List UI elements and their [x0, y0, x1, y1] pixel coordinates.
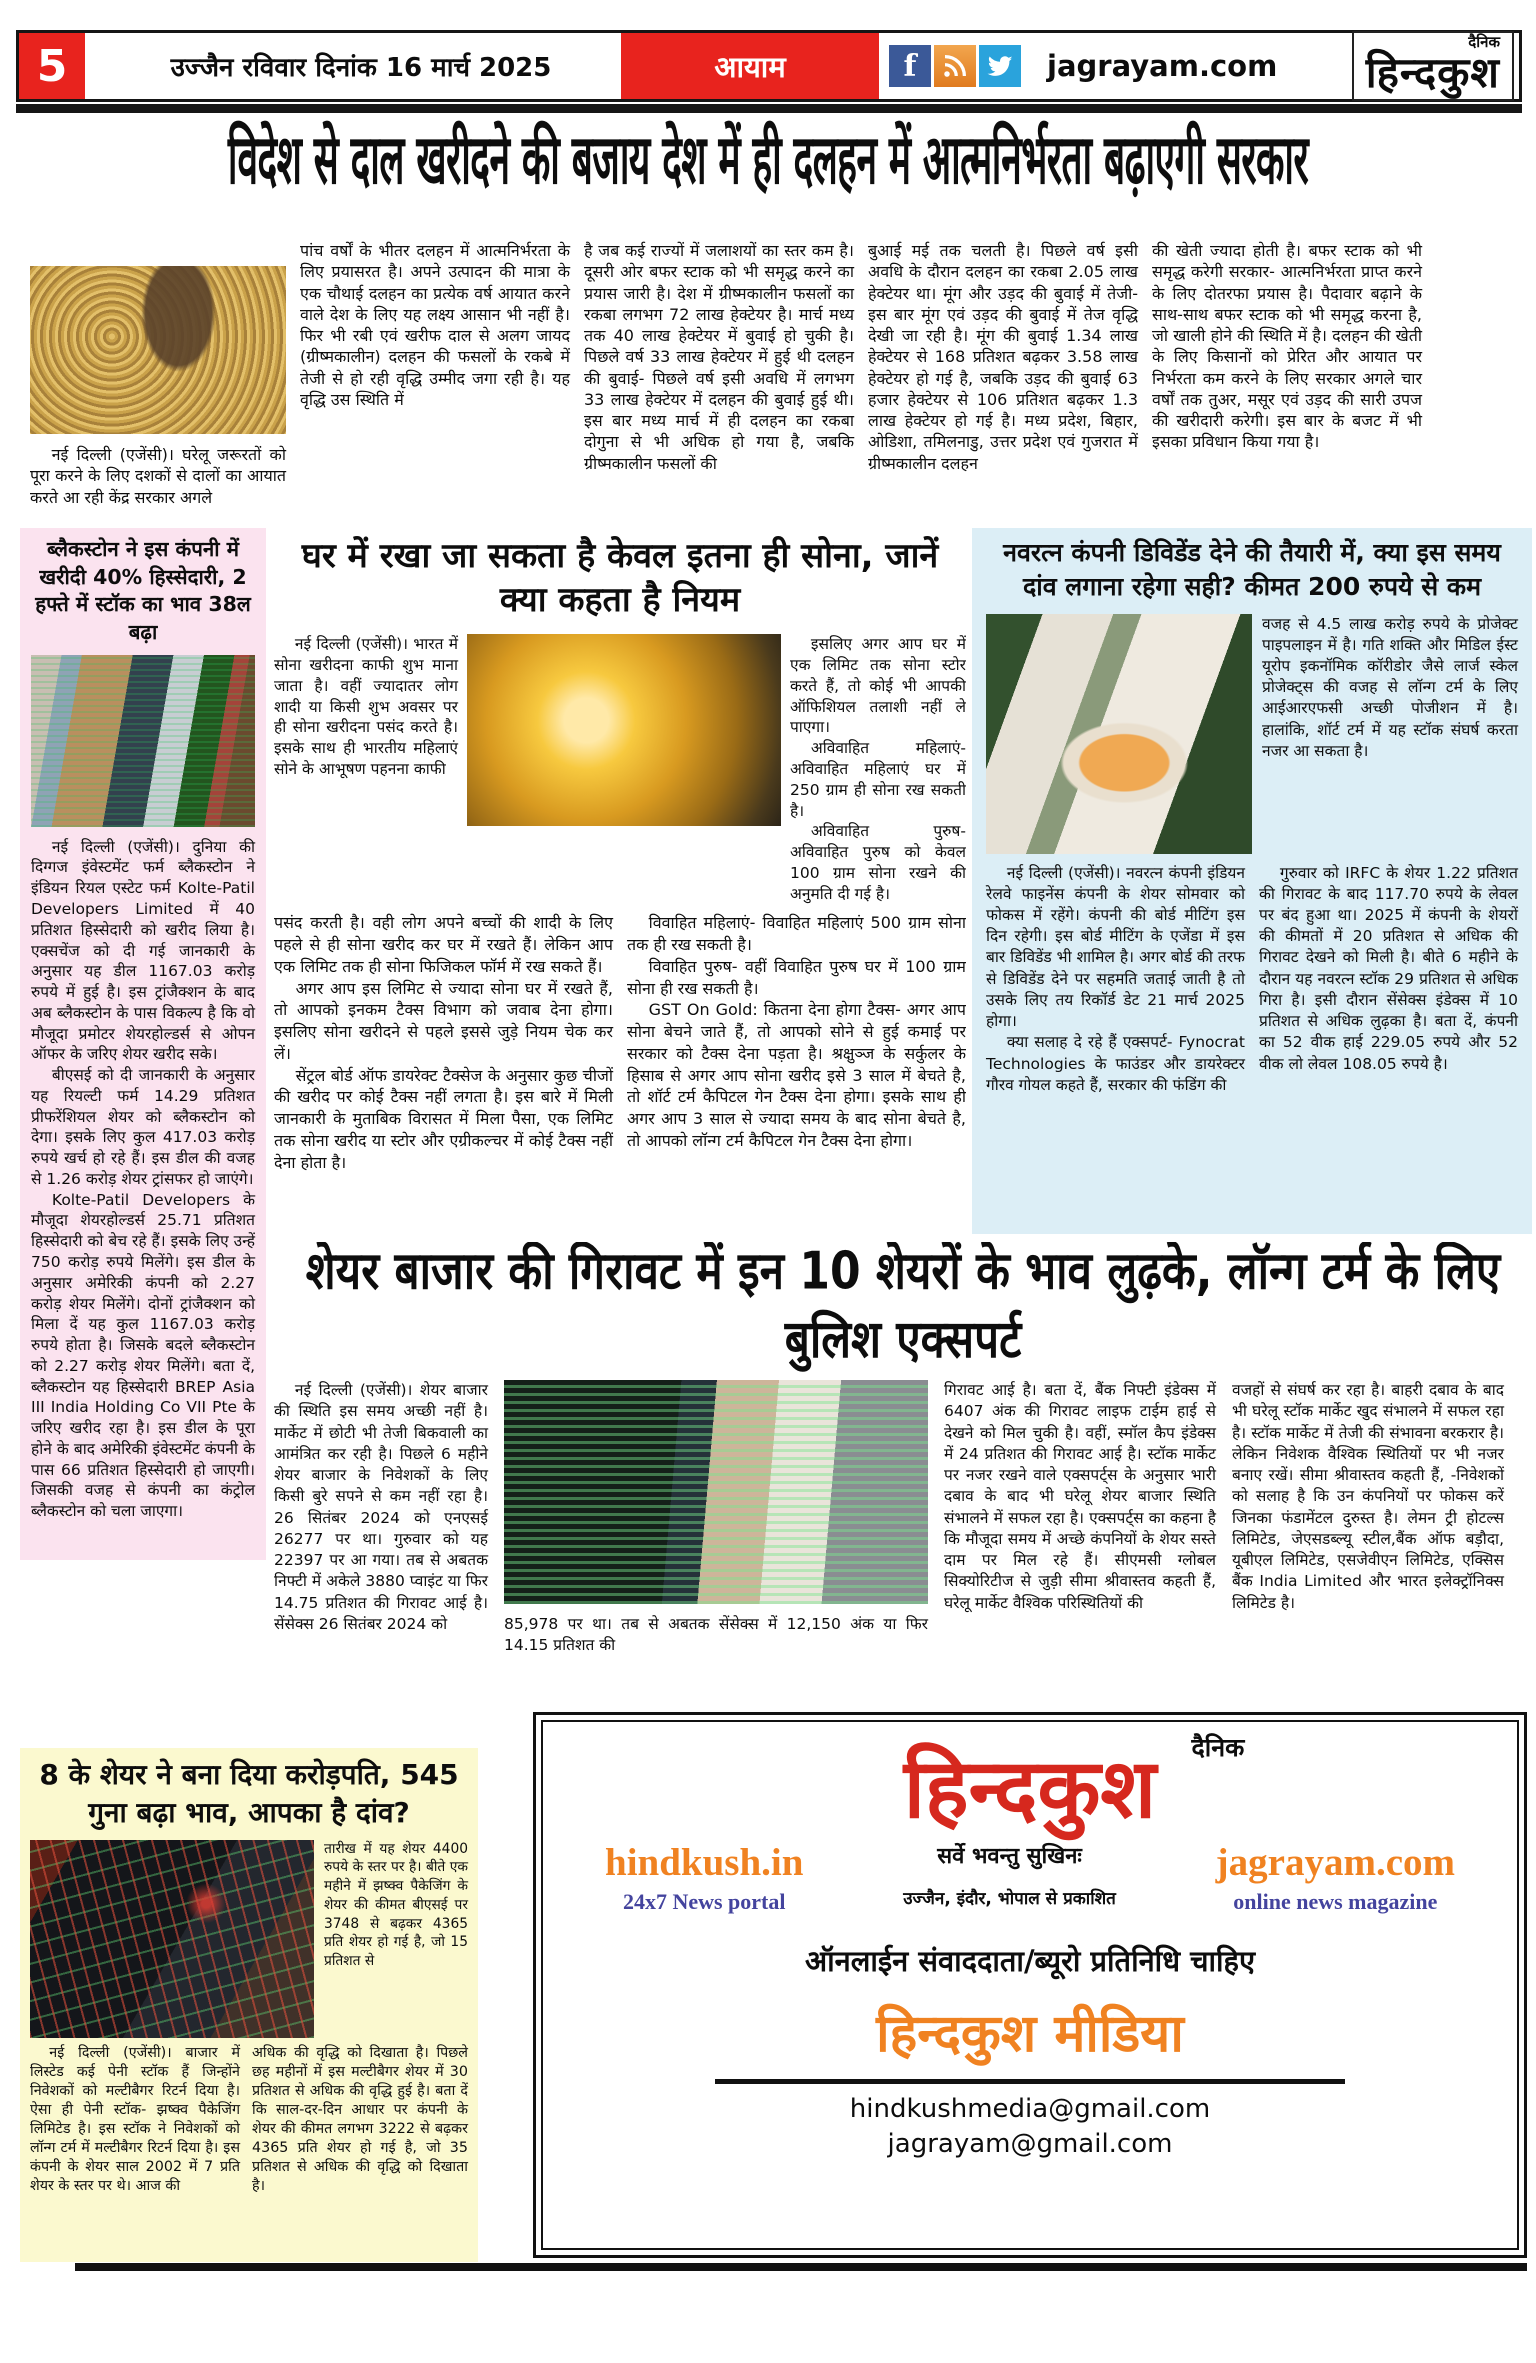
hindkush-media-ad — [533, 1712, 1527, 2258]
brokers-watching-screen-photo — [504, 1380, 928, 1604]
page-bottom-rule — [75, 2263, 1527, 2271]
rss-icon — [934, 45, 976, 87]
article-irfc-col-top-right: वजह से 4.5 लाख करोड़ रुपये के प्रोजेक्ट पाइपलाइन में है। गति शक्ति और मिडिल ईस्ट यूरोप इकनॉमिक कॉरीडोर जैसे लार्ज स्केल प्रोजेक्ट्स की वजह से लॉन्ग टर्म के लिए आईआरएफसी अच्छी पोजीशन में है। हालांकि, शॉर्ट टर्म में यह स्टॉक संघर्ष करता नजर आ सकता है। — [1262, 614, 1518, 760]
article-market-col-1: नई दिल्ली (एजेंसी)। शेयर बाजार की स्थिति इस समय अच्छी नहीं है। मार्केट में छोटी भी तेजी बिकवाली का आमंत्रित कर रही है। पिछले 6 महीने शेयर बाजार के निवेशकों के लिए किसी बुरे सपने से कम नहीं रहा है। 26 सितंबर 2024 को एनएसई 26277 पर था। गुरुवार को यह 22397 पर आ गया। तब से अबतक निफ्टी में अकेले 3880 प्वाइंट या फिर 14.75 प्रतिशत की गिरावट आई है। सेंसेक्स 26 सितंबर 2024 को — [274, 1381, 488, 1633]
dateline: उज्जैन रविवार दिनांक 16 मार्च 2025 — [170, 53, 552, 83]
ad-published-from: उज्जैन, इंदौर, भोपाल से प्रकाशित — [903, 1889, 1116, 1909]
section-label: आयाम — [621, 33, 879, 99]
ad-media-title: हिन्दकुश मीडिया — [876, 2004, 1184, 2064]
ad-daily-label: दैनिक — [1191, 1733, 1245, 1762]
article-gold-left-body-2: अगर आप इस लिमिट से ज्यादा सोना घर में रखते हैं, तो आपको इनकम टैक्स विभाग को जवाब देना होगा। इसलिए सोना खरीदने से पहले इससे जुड़े नियम चेक कर लें। — [274, 978, 613, 1063]
masthead-bar — [16, 30, 1522, 102]
article-pulses-col-4: की खेती ज्यादा होती है। बफर स्टाक को भी समृद्ध करेगी सरकार- आत्मनिर्भरता प्राप्त करने के लिए दोतरफा प्रयास है। पैदावार बढ़ाने के साथ-साथ बफर स्टाक को भी समृद्ध करना है, जो खाली होने की स्थिति में है। दलहन की खेती के लिए किसानों को प्रेरित और आयात पर निर्भरता कम करने के लिए सरकार अगले चार वर्षों तक तुअर, मसूर एवं उड़द की सारी उपज की खरीदारी करेगी। इस बार के बजट में भी इसका प्रविधान किया गया है। — [1152, 241, 1422, 452]
ad-hindkush-logo: हिन्दकुश — [903, 1741, 1157, 1837]
article-gold-right-body-2: विवाहित पुरुष- वहीं विवाहित पुरुष घर में 100 ग्राम सोना ही रख सकती है। — [627, 956, 966, 998]
article-gold-right-2: अविवाहित महिलाएं- अविवाहित महिलाएं घर में 250 ग्राम ही सोना रख सकती है। — [790, 739, 966, 820]
currency-notes-photo — [986, 614, 1252, 854]
ad-jagrayam-tagline: online news magazine — [1233, 1889, 1438, 1914]
article-gold-right-body-3: GST On Gold: कितना देना होगा टैक्स- अगर आप सोना बेचने जाते हैं, तो आपको सोने से हुई कमाई पर सरकार को टैक्स देना पड़ता है। श्रक्षुञ्ज के सर्कुलर के हिसाब से अगर आप सोना खरीद इसे 3 साल में बेचते है, तो शॉर्ट टर्म कैपिटल गेन टैक्स देना होगा। इसके साथ ही अगर आप 3 साल से ज्यादा समय के बाद सोना बेचते है, तो आपको लॉन्ग टर्म कैपिटल गेन टैक्स देना होगा। — [627, 1000, 966, 1150]
article-blackstone-para-1: नई दिल्ली (एजेंसी)। दुनिया की दिग्गज इंवेस्टमेंट फर्म ब्लैकस्टोन ने इंडियन रियल एस्टेट फर्म Kolte-Patil Developers Limited में 40 प्रतिशत हिस्सेदारी को खरीद लिया है। एक्सचेंज को दी गई जानकारी के अनुसार यह डील 1167.03 करोड़ रुपये में हुई है। इस ट्रांजैक्शन के बाद अब ब्लैकस्टोन के पास विकल्प है कि वो मौजूदा प्रमोटर शेयरहोल्डर्स से ओपन ऑफर के जरिए शेयर खरीद सके। — [31, 837, 255, 1064]
laptop-trading-chart-photo — [30, 1840, 314, 2038]
ad-emails — [543, 2092, 1517, 2162]
article-gold-right-3: अविवाहित पुरुष- अविवाहित पुरुष को केवल 100 ग्राम सोना रखने की अनुमति दी गई है। — [790, 822, 966, 903]
page-number: 5 — [19, 33, 85, 99]
ad-email-2: jagrayam@gmail.com — [887, 2129, 1173, 2160]
article-market-col-3: गिरावट आई है। बता दें, बैंक निफ्टी इंडेक्स में 6407 अंक की गिरावट लाइफ टाईम हाई से देखने को मिल चुकी है। वहीं, स्मॉल कैप इंडेक्स में 24 प्रतिशत की गिरावट आई है। स्टॉक मार्केट पर नजर रखने वाले एक्सपर्ट्स के अनुसार भारी दबाव के बाद भी घरेलू शेयर बाजार स्थिति संभालने में सफल रहा है। एक्सपर्ट्स का कहना है कि मौजूदा समय में अच्छे कंपनियों के शेयर सस्ते दाम पर मिल रहे हैं। सीएमसी ग्लोबल सिक्योरिटीज से जुड़ी सीमा श्रीवास्तव कहती हैं, घरेलू मार्केट वैश्विक परिस्थितियों की — [944, 1381, 1216, 1612]
article-gold-right-1: इसलिए अगर आप घर में एक लिमिट तक सोना स्टोर करते हैं, तो कोई भी आपकी ऑफिशियल तलाशी नहीं ले पाएगा। — [790, 635, 966, 737]
twitter-icon — [979, 45, 1021, 87]
article-gold-right-body-1: विवाहित महिलाएं- विवाहित महिलाएं 500 ग्राम सोना तक ही रख सकती है। — [627, 913, 966, 955]
gold-jewellery-photo — [467, 634, 781, 826]
article-pulses-col-2: है जब कई राज्यों में जलाशयों का स्तर कम है। दूसरी ओर बफर स्टाक को भी समृद्ध करने का प्रयास जारी है। देश में ग्रीष्मकालीन फसलों का रकबा लगभग 72 लाख हेक्टेयर है। मार्च मध्य तक 40 लाख हेक्टेयर में बुवाई हो चुकी है। पिछले वर्ष 33 लाख हेक्टेयर में हुई थी दलहन की बुवाई- पिछले वर्ष इसी अवधि में लगभग 33 लाख हेक्टेयर में दलहन की बुवाई हुई थी। इस बार मध्य मार्च में ही दलहन का रकबा दोगुना से भी अधिक हो गया है, जबकि ग्रीष्मकालीन फसलों की — [584, 241, 854, 473]
ad-hindkush-tagline: 24x7 News portal — [622, 1889, 786, 1914]
article-market-col-4: वजहों से संघर्ष कर रहा है। बाहरी दबाव के बाद भी घरेलू स्टॉक मार्केट खुद संभालने में सफल रहा है। स्टॉक मार्केट में तेजी की संभावना बरकरार है। लेकिन निवेशक वैश्विक स्थितियों पर भी नजर बनाए रखें। सीमा श्रीवास्तव कहती हैं, -निवेशकों को सलाह है कि उन कंपनियों पर फोकस करें जिनका फंडामेंटल दुरुस्त है। लेमन ट्री होटल्स लिमिटेड, जेएसडब्ल्यू स्टील,बैंक ऑफ बड़ौदा, यूबीएल लिमिटेड, एसजेवीएन लिमिटेड, एक्सिस बैंक India Limited और भारत इलेक्ट्रॉनिक्स लिमिटेड है। — [1232, 1381, 1504, 1612]
article-penny-stock — [20, 1748, 478, 2262]
masthead-title: हिन्दकुश — [1365, 47, 1500, 97]
facebook-icon: f — [889, 45, 931, 87]
article-pulses-col-3: बुआई मई तक चलती है। पिछले वर्ष इसी अवधि के दौरान दलहन का रकबा 2.05 लाख हेक्टेयर था। मूंग और उड़द की बुवाई में तेजी- इस बार मूंग एवं उड़द की बुवाई में तेज वृद्धि देखी जा रही है। मूंग की बुवाई 1.34 लाख हेक्टेयर से 168 प्रतिशत बढ़कर 3.58 लाख हेक्टेयर हो गई है, जबकि उड़द की बुवाई 63 हजार हेक्टेयर से 106 प्रतिशत बढ़कर 1.3 लाख हेक्टेयर हो गई है। मध्य प्रदेश, बिहार, ओडिशा, तमिलनाडु, उत्तर प्रदेश एवं गुजरात में ग्रीष्मकालीन दलहन — [868, 241, 1138, 473]
ad-right-cell — [1216, 1840, 1455, 1915]
ad-divider — [715, 2079, 1345, 2084]
article-pulses-col-1: पांच वर्षों के भीतर दलहन में आत्मनिर्भरता के लिए प्रयासरत है। अपने उत्पादन की मात्रा के एक चौथाई दलहन का प्रत्येक वर्ष आयात करने वाले देश के लिए यह लक्ष्य आसान भी नहीं है। फिर भी रबी एवं खरीफ दाल से अलग जायद (ग्रीष्मकालीन) दलहन की फसलों के रकबे में तेजी से हो रही वृद्धि उम्मीद जगा रही है। यह वृद्धि उस स्थिति में — [300, 241, 570, 409]
article-market-headline: शेयर बाजार की गिरावट में इन 10 शेयरों के भाव लुढ़के, लॉन्ग टर्म के लिए बुलिश एक्सपर्ट — [305, 1242, 1501, 1371]
article-irfc-col-right: गुरुवार को IRFC के शेयर 1.22 प्रतिशत की गिरावट के बाद 117.70 रुपये के लेवल पर बंद हुआ था। 2025 में कंपनी के शेयरों की कीमतों में 20 प्रतिशत से अधिक की गिरावट देखने को मिली है। बीते 6 महीने के दौरान यह नवरत्न स्टॉक 29 प्रतिशत से अधिक गिरा है। इसी दौरान सेंसेक्स इंडेक्स में 10 प्रतिशत से अधिक लुढ़का है। बता दें, कंपनी का 52 वीक हाई 229.05 रुपये और 52 वीक लो लेवल 108.05 रुपये है। — [1259, 863, 1518, 1073]
article-penny-headline: 8 के शेयर ने बना दिया करोड़पति, 545 गुना बढ़ा भाव, आपका है दांव? — [39, 1758, 459, 1829]
ad-jagrayam-site: jagrayam.com — [1215, 1841, 1455, 1884]
article-gold-left-body-1: पसंद करती है। वही लोग अपने बच्चों की शादी के लिए पहले से ही सोना खरीद कर घर में रखते हैं। लेकिन आप एक लिमिट तक ही सोना फिजिकल फॉर्म में रख सकते हैं। — [274, 913, 613, 976]
social-icons — [889, 45, 1021, 87]
ad-inner-frame — [541, 1720, 1519, 2250]
article-irfc — [972, 528, 1532, 1234]
dal-grains-photo — [30, 266, 286, 434]
article-irfc-col-left-1: नई दिल्ली (एजेंसी)। नवरत्न कंपनी इंडियन रेलवे फाइनेंस कंपनी के शेयर सोमवार को फोकस में रहेंगे। कंपनी की बोर्ड मीटिंग इस दिन रहेगी। इस बोर्ड मीटिंग के एजेंडा में इस बार डिविडेंड भी शामिल है। अगर बोर्ड की तरफ से डिविडेंड देने पर सहमति जताई जाती है तो उसके लिए तय रिकॉर्ड डेट 21 मार्च 2025 होगा। — [986, 863, 1245, 1031]
article-blackstone — [20, 528, 266, 1560]
lead-headline: विदेश से दाल खरीदने की बजाय देश में ही दलहन में आत्मनिर्भरता बढ़ाएगी सरकार — [227, 120, 1309, 200]
masthead-daily-label: दैनिक — [1468, 33, 1500, 52]
article-penny-col-b-top: तारीख में यह शेयर 4400 रुपये के स्तर पर है। बीते एक महीने में झष्क्व पैकेजिंग के शेयर की कीमत बीएसई पर 3748 से बढ़कर 4365 प्रति शेयर हो गई है, जो 15 प्रतिशत से — [324, 1840, 468, 1970]
website-url: jagrayam.com — [1047, 49, 1278, 83]
ad-motto: सर्वे भवन्तु सुखिनः — [937, 1844, 1082, 1869]
article-gold-intro: नई दिल्ली (एजेंसी)। भारत में सोना खरीदना काफी शुभ माना जाता है। वहीं ज्यादातर लोग शादी या किसी शुभ अवसर पर ही सोना खरीदना पसंद करते है। इसके साथ ही भारतीय महिलाएं सोने के आभूषण पहनना काफी — [274, 635, 458, 778]
article-gold-headline: घर में रखा जा सकता है केवल इतना ही सोना, जानें क्या कहता है नियम — [301, 536, 939, 621]
ad-vacancy-line: ऑनलाईन संवाददाता/ब्यूरो प्रतिनिधि चाहिए — [804, 1944, 1255, 1978]
article-pulses — [30, 240, 1434, 540]
article-penny-col-b-bottom: अधिक की वृद्धि को दिखाता है। पिछले छह महीनों में इस मल्टीबैगर शेयर में 30 प्रतिशत से अधिक की वृद्धि हुई है। बता दें कि साल-दर-दिन आधार पर कंपनी के शेयर की कीमत लगभग 3222 से बढ़कर 4365 प्रति शेयर हो गई है, जो 35 प्रतिशत से अधिक की वृद्धि को दिखाता है। — [252, 2044, 468, 2194]
stock-traders-photo — [31, 655, 255, 827]
article-irfc-headline: नवरत्न कंपनी डिविडेंड देने की तैयारी में, क्या इस समय दांव लगाना रहेगा सही? कीमत 200 रुपये से कम — [1003, 538, 1501, 601]
article-penny-col-a: नई दिल्ली (एजेंसी)। बाजार में लिस्टेड कई पेनी स्टॉक हैं जिन्होंने निवेशकों को मल्टीबैगर रिटर्न दिया है। ऐसा ही पेनी स्टॉक- झष्क्व पैकेजिंग लिमिटेड है। इस स्टॉक ने निवेशकों को लॉन्ग टर्म में मल्टीबैगर रिटर्न दिया है। इस कंपनी के शेयर साल 2002 में 7 प्रति शेयर के स्तर पर थे। आज की — [30, 2044, 240, 2194]
article-pulses-photo-column — [30, 240, 286, 540]
article-gold-left-body-3: सेंट्रल बोर्ड ऑफ डायरेक्ट टैक्सेज के अनुसार कुछ चीजों की खरीद पर कोई टैक्स नहीं लगता है। इस बारे में मिली जानकारी के मुताबिक विरासत में मिला पैसा, एक लिमिट तक सोना खरीद या स्टोर और एग्रीकल्चर में कोई टैक्स नहीं देना होता है। — [274, 1065, 613, 1172]
article-blackstone-para-2: बीएसई को दी जानकारी के अनुसार यह रियल्टी फर्म 14.29 प्रतिशत प्रीफरेंशियल शेयर को ब्लैकस्टोन को देगा। इसके लिए कुल 417.03 करोड़ रुपये खर्च हो रहे हैं। इस डील की वजह से 1.26 करोड़ शेयर ट्रांसफर हो जाएंगे। — [31, 1066, 255, 1188]
ad-hindkush-site: hindkush.in — [605, 1841, 804, 1884]
article-blackstone-para-3: Kolte-Patil Developers के मौजूदा शेयरहोल्डर्स 25.71 प्रतिशत हिस्सेदारी को बेच रहे हैं। इसके लिए उन्हें 750 करोड़ रुपये मिलेंगे। इस डील के अनुसार अमेरिकी कंपनी को 2.27 करोड़ शेयर मिलेंगे। दोनों ट्रांजैक्शन को मिला दें यह कुल 1167.03 करोड़ रुपये होता है। जिसके बदले ब्लैकस्टोन को 2.27 करोड़ शेयर मिलेंगे। बता दें, ब्लैकस्टोन यह हिस्सेदारी BREP Asia III India Holding Co VII Pte के जरिए खरीद रहा है। इस डील के पूरा होने के बाद अमेरिकी इंवेस्टमेंट कंपनी के पास 66 प्रतिशत हिस्सेदारी हो जाएगी। जिसकी वजह से कंपनी का कंट्रोल ब्लैकस्टोन को चला जाएगा। — [31, 1190, 255, 1521]
ad-left-cell — [605, 1840, 803, 1915]
masthead-logo — [1352, 31, 1514, 101]
ad-center-cell — [903, 1840, 1116, 1909]
article-gold — [274, 534, 966, 1236]
ad-email-1: hindkushmedia@gmail.com — [849, 2094, 1211, 2124]
article-blackstone-headline: ब्लैकस्टोन ने इस कंपनी में खरीदी 40% हिस्सेदारी, 2 हफ्ते में स्टॉक का भाव 38ल बढ़ा — [35, 537, 251, 645]
article-pulses-lead: नई दिल्ली (एजेंसी)। घरेलू जरूरतों को पूरा करने के लिए दशकों से दालों का आयात करते आ रही केंद्र सरकार अगले — [30, 445, 286, 507]
article-market-under-image: 85,978 पर था। तब से अबतक सेंसेक्स में 12,150 अंक या फिर 14.15 प्रतिशत की — [504, 1615, 928, 1655]
article-irfc-col-left-2: क्या सलाह दे रहे हैं एक्सपर्ट- Fynocrat Technologies के फाउंडर और डायरेक्टर गौरव गोयल कहते हैं, सरकार की फंडिंग की — [986, 1033, 1245, 1094]
